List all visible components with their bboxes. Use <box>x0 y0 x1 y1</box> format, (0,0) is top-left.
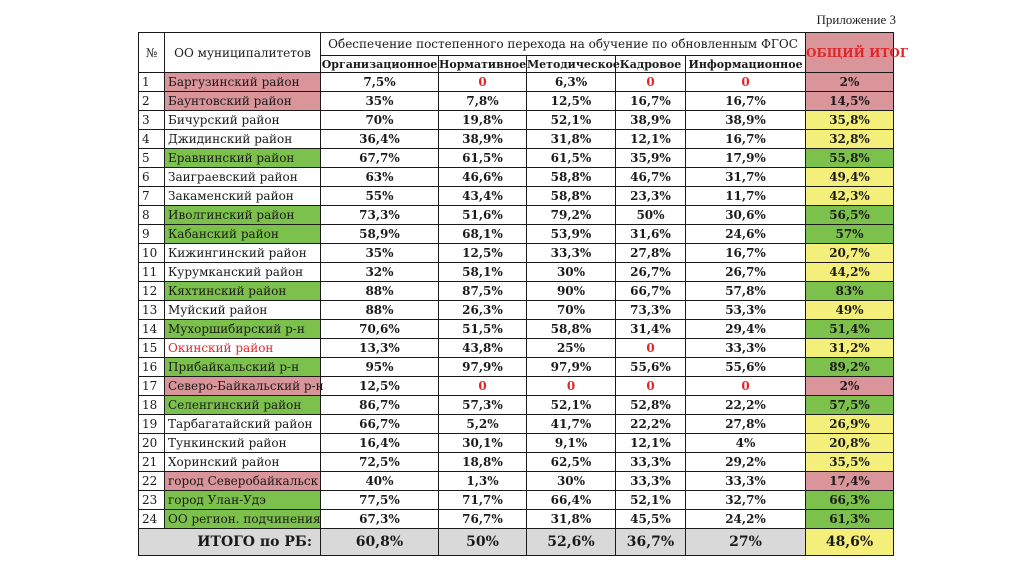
row-number: 22 <box>139 472 165 491</box>
municipality-name: Муйский район <box>165 301 321 320</box>
value-cell: 53,3% <box>686 301 806 320</box>
municipality-name: Иволгинский район <box>165 206 321 225</box>
value-cell: 31,4% <box>616 320 686 339</box>
value-cell: 52,1% <box>527 396 616 415</box>
row-number: 5 <box>139 149 165 168</box>
value-cell: 70% <box>321 111 439 130</box>
municipality-name: Еравнинский район <box>165 149 321 168</box>
value-cell: 26,3% <box>439 301 527 320</box>
table-row <box>139 415 894 434</box>
row-number: 18 <box>139 396 165 415</box>
value-cell: 52,1% <box>527 111 616 130</box>
value-cell: 51,5% <box>439 320 527 339</box>
value-cell: 29,4% <box>686 320 806 339</box>
total-cell: 14,5% <box>806 92 894 111</box>
municipality-name: Хоринский район <box>165 453 321 472</box>
row-number: 20 <box>139 434 165 453</box>
municipality-name: Прибайкальский р-н <box>165 358 321 377</box>
total-cell: 49,4% <box>806 168 894 187</box>
municipality-name: Кяхтинский район <box>165 282 321 301</box>
value-cell: 33,3% <box>686 339 806 358</box>
municipality-name: Кабанский район <box>165 225 321 244</box>
value-cell: 26,7% <box>616 263 686 282</box>
value-cell: 52,1% <box>616 491 686 510</box>
value-cell: 6,3% <box>527 73 616 92</box>
row-number: 3 <box>139 111 165 130</box>
value-cell: 32,7% <box>686 491 806 510</box>
value-cell: 36,4% <box>321 130 439 149</box>
table-row <box>139 263 894 282</box>
value-cell: 22,2% <box>616 415 686 434</box>
value-cell: 24,2% <box>686 510 806 529</box>
municipality-name: Курумканский район <box>165 263 321 282</box>
value-cell: 63% <box>321 168 439 187</box>
table-row <box>139 510 894 529</box>
value-cell: 7,8% <box>439 92 527 111</box>
header-col-org: Организационное <box>321 57 438 71</box>
value-cell: 58,1% <box>439 263 527 282</box>
row-number: 2 <box>139 92 165 111</box>
value-cell: 67,3% <box>321 510 439 529</box>
value-cell: 51,6% <box>439 206 527 225</box>
row-number: 11 <box>139 263 165 282</box>
row-number: 16 <box>139 358 165 377</box>
appendix-label: Приложение 3 <box>816 12 896 27</box>
value-cell: 68,1% <box>439 225 527 244</box>
value-cell: 7,5% <box>321 73 439 92</box>
row-number: 23 <box>139 491 165 510</box>
total-cell: 35,5% <box>806 453 894 472</box>
value-cell: 95% <box>321 358 439 377</box>
value-cell: 5,2% <box>439 415 527 434</box>
value-cell: 87,5% <box>439 282 527 301</box>
total-cell: 42,3% <box>806 187 894 206</box>
value-cell: 46,7% <box>616 168 686 187</box>
value-cell: 16,7% <box>686 92 806 111</box>
municipality-name: Джидинский район <box>165 130 321 149</box>
row-number: 19 <box>139 415 165 434</box>
total-cell: 56,5% <box>806 206 894 225</box>
total-cell: 44,2% <box>806 263 894 282</box>
row-number: 6 <box>139 168 165 187</box>
total-cell: 66,3% <box>806 491 894 510</box>
value-cell: 12,5% <box>527 92 616 111</box>
value-cell: 70% <box>527 301 616 320</box>
value-cell: 62,5% <box>527 453 616 472</box>
value-cell: 26,7% <box>686 263 806 282</box>
total-cell: 32,8% <box>806 130 894 149</box>
value-cell: 18,8% <box>439 453 527 472</box>
value-cell: 31,8% <box>527 130 616 149</box>
value-cell: 76,7% <box>439 510 527 529</box>
value-cell: 33,3% <box>616 472 686 491</box>
municipality-name: Бичурский район <box>165 111 321 130</box>
total-cell: 31,2% <box>806 339 894 358</box>
value-cell: 22,2% <box>686 396 806 415</box>
value-cell: 72,5% <box>321 453 439 472</box>
row-number: 17 <box>139 377 165 396</box>
table-row <box>139 396 894 415</box>
value-cell: 33,3% <box>686 472 806 491</box>
municipality-name: Закаменский район <box>165 187 321 206</box>
value-cell: 17,9% <box>686 149 806 168</box>
value-cell: 52,8% <box>616 396 686 415</box>
value-cell: 58,8% <box>527 187 616 206</box>
row-number: 9 <box>139 225 165 244</box>
value-cell: 30% <box>527 263 616 282</box>
municipality-name: город Улан-Удэ <box>165 491 321 510</box>
value-cell: 0 <box>616 73 686 92</box>
value-cell: 55,6% <box>616 358 686 377</box>
value-cell: 43,4% <box>439 187 527 206</box>
value-cell: 50% <box>616 206 686 225</box>
table-row <box>139 130 894 149</box>
row-number: 24 <box>139 510 165 529</box>
value-cell: 16,7% <box>616 92 686 111</box>
final-label: ИТОГО по РБ: <box>139 529 321 556</box>
value-cell: 97,9% <box>527 358 616 377</box>
header-num: № <box>139 33 165 73</box>
municipality-name: Тарбагатайский район <box>165 415 321 434</box>
value-cell: 31,8% <box>527 510 616 529</box>
value-cell: 41,7% <box>527 415 616 434</box>
value-cell: 11,7% <box>686 187 806 206</box>
value-cell: 33,3% <box>527 244 616 263</box>
value-cell: 38,9% <box>616 111 686 130</box>
value-cell: 30,6% <box>686 206 806 225</box>
header-total: ОБЩИЙ ИТОГ <box>806 33 894 73</box>
value-cell: 73,3% <box>321 206 439 225</box>
total-cell: 49% <box>806 301 894 320</box>
value-cell: 40% <box>321 472 439 491</box>
municipality-name: Заиграевский район <box>165 168 321 187</box>
value-cell: 88% <box>321 282 439 301</box>
row-number: 13 <box>139 301 165 320</box>
value-cell: 35,9% <box>616 149 686 168</box>
value-cell: 58,8% <box>527 320 616 339</box>
value-cell: 4% <box>686 434 806 453</box>
table-row <box>139 301 894 320</box>
value-cell: 67,7% <box>321 149 439 168</box>
municipality-name: Баунтовский район <box>165 92 321 111</box>
row-number: 4 <box>139 130 165 149</box>
value-cell: 16,4% <box>321 434 439 453</box>
value-cell: 55,6% <box>686 358 806 377</box>
municipality-name: Тункинский район <box>165 434 321 453</box>
value-cell: 66,4% <box>527 491 616 510</box>
value-cell: 38,9% <box>439 130 527 149</box>
table-row <box>139 358 894 377</box>
total-cell: 20,8% <box>806 434 894 453</box>
total-cell: 2% <box>806 377 894 396</box>
value-cell: 30,1% <box>439 434 527 453</box>
table-row <box>139 92 894 111</box>
header-col-info: Информационное <box>686 56 806 73</box>
final-total: 48,6% <box>806 529 894 556</box>
value-cell: 66,7% <box>616 282 686 301</box>
value-cell: 43,8% <box>439 339 527 358</box>
table-row <box>139 168 894 187</box>
value-cell: 12,5% <box>439 244 527 263</box>
total-cell: 2% <box>806 73 894 92</box>
value-cell: 24,6% <box>686 225 806 244</box>
table-row <box>139 149 894 168</box>
value-cell: 29,2% <box>686 453 806 472</box>
table-row <box>139 225 894 244</box>
value-cell: 71,7% <box>439 491 527 510</box>
municipality-name: Кижингинский район <box>165 244 321 263</box>
table-row <box>139 434 894 453</box>
value-cell: 12,1% <box>616 130 686 149</box>
value-cell: 66,7% <box>321 415 439 434</box>
value-cell: 77,5% <box>321 491 439 510</box>
table-row <box>139 491 894 510</box>
value-cell: 61,5% <box>439 149 527 168</box>
value-cell: 70,6% <box>321 320 439 339</box>
value-cell: 0 <box>686 377 806 396</box>
municipality-name: Мухоршибирский р-н <box>165 320 321 339</box>
value-cell: 27,8% <box>686 415 806 434</box>
municipality-name: Селенгинский район <box>165 396 321 415</box>
value-cell: 12,1% <box>616 434 686 453</box>
value-cell: 38,9% <box>686 111 806 130</box>
total-cell: 20,7% <box>806 244 894 263</box>
value-cell: 0 <box>439 73 527 92</box>
value-cell: 31,6% <box>616 225 686 244</box>
header-col-method: Методическое <box>527 57 620 71</box>
total-cell: 35,8% <box>806 111 894 130</box>
row-number: 1 <box>139 73 165 92</box>
total-cell: 83% <box>806 282 894 301</box>
value-cell: 58,9% <box>321 225 439 244</box>
table-row <box>139 187 894 206</box>
value-cell: 73,3% <box>616 301 686 320</box>
header-municipality: ОО муниципалитетов <box>165 33 321 73</box>
row-number: 7 <box>139 187 165 206</box>
value-cell: 90% <box>527 282 616 301</box>
value-cell: 45,5% <box>616 510 686 529</box>
row-number: 10 <box>139 244 165 263</box>
total-cell: 57,5% <box>806 396 894 415</box>
value-cell: 58,8% <box>527 168 616 187</box>
total-cell: 61,3% <box>806 510 894 529</box>
value-cell: 0 <box>616 339 686 358</box>
table-row <box>139 282 894 301</box>
value-cell: 88% <box>321 301 439 320</box>
table-row <box>139 111 894 130</box>
value-cell: 79,2% <box>527 206 616 225</box>
value-cell: 16,7% <box>686 244 806 263</box>
value-cell: 16,7% <box>686 130 806 149</box>
value-cell: 97,9% <box>439 358 527 377</box>
table-row <box>139 377 894 396</box>
header-col-staff: Кадровое <box>616 56 686 73</box>
table-row <box>139 453 894 472</box>
results-table <box>138 32 909 556</box>
value-cell: 9,1% <box>527 434 616 453</box>
value-cell: 57,8% <box>686 282 806 301</box>
final-val: 50% <box>439 529 527 556</box>
value-cell: 13,3% <box>321 339 439 358</box>
table-row <box>139 206 894 225</box>
table-row <box>139 472 894 491</box>
value-cell: 86,7% <box>321 396 439 415</box>
value-cell: 31,7% <box>686 168 806 187</box>
table-row <box>139 320 894 339</box>
value-cell: 57,3% <box>439 396 527 415</box>
final-val: 52,6% <box>527 529 616 556</box>
municipality-name: город Северобайкальск <box>165 472 321 491</box>
municipality-name: ОО регион. подчинения <box>165 510 321 529</box>
row-number: 12 <box>139 282 165 301</box>
final-val: 36,7% <box>616 529 686 556</box>
row-number: 15 <box>139 339 165 358</box>
municipality-name: Баргузинский район <box>165 73 321 92</box>
value-cell: 46,6% <box>439 168 527 187</box>
value-cell: 35% <box>321 244 439 263</box>
value-cell: 35% <box>321 92 439 111</box>
value-cell: 0 <box>686 73 806 92</box>
table-row <box>139 73 894 92</box>
value-cell: 33,3% <box>616 453 686 472</box>
value-cell: 0 <box>616 377 686 396</box>
value-cell: 12,5% <box>321 377 439 396</box>
value-cell: 19,8% <box>439 111 527 130</box>
value-cell: 25% <box>527 339 616 358</box>
total-cell: 26,9% <box>806 415 894 434</box>
value-cell: 30% <box>527 472 616 491</box>
final-val: 60,8% <box>321 529 439 556</box>
header-group: Обеспечение постепенного перехода на обучение по обновленным ФГОС <box>321 33 806 56</box>
table-row <box>139 339 894 358</box>
value-cell: 0 <box>527 377 616 396</box>
municipality-name: Северо-Байкальский р-н <box>165 377 321 396</box>
value-cell: 55% <box>321 187 439 206</box>
value-cell: 61,5% <box>527 149 616 168</box>
total-cell: 51,4% <box>806 320 894 339</box>
row-number: 14 <box>139 320 165 339</box>
value-cell: 53,9% <box>527 225 616 244</box>
header-col-norm: Нормативное <box>439 57 527 71</box>
value-cell: 23,3% <box>616 187 686 206</box>
total-cell: 89,2% <box>806 358 894 377</box>
final-val: 27% <box>686 529 806 556</box>
municipality-name: Окинский район <box>165 339 321 358</box>
total-cell: 17,4% <box>806 472 894 491</box>
value-cell: 0 <box>439 377 527 396</box>
row-number: 21 <box>139 453 165 472</box>
total-cell: 55,8% <box>806 149 894 168</box>
final-row <box>139 529 894 556</box>
value-cell: 32% <box>321 263 439 282</box>
total-cell: 57% <box>806 225 894 244</box>
value-cell: 1,3% <box>439 472 527 491</box>
value-cell: 27,8% <box>616 244 686 263</box>
table-row <box>139 244 894 263</box>
row-number: 8 <box>139 206 165 225</box>
